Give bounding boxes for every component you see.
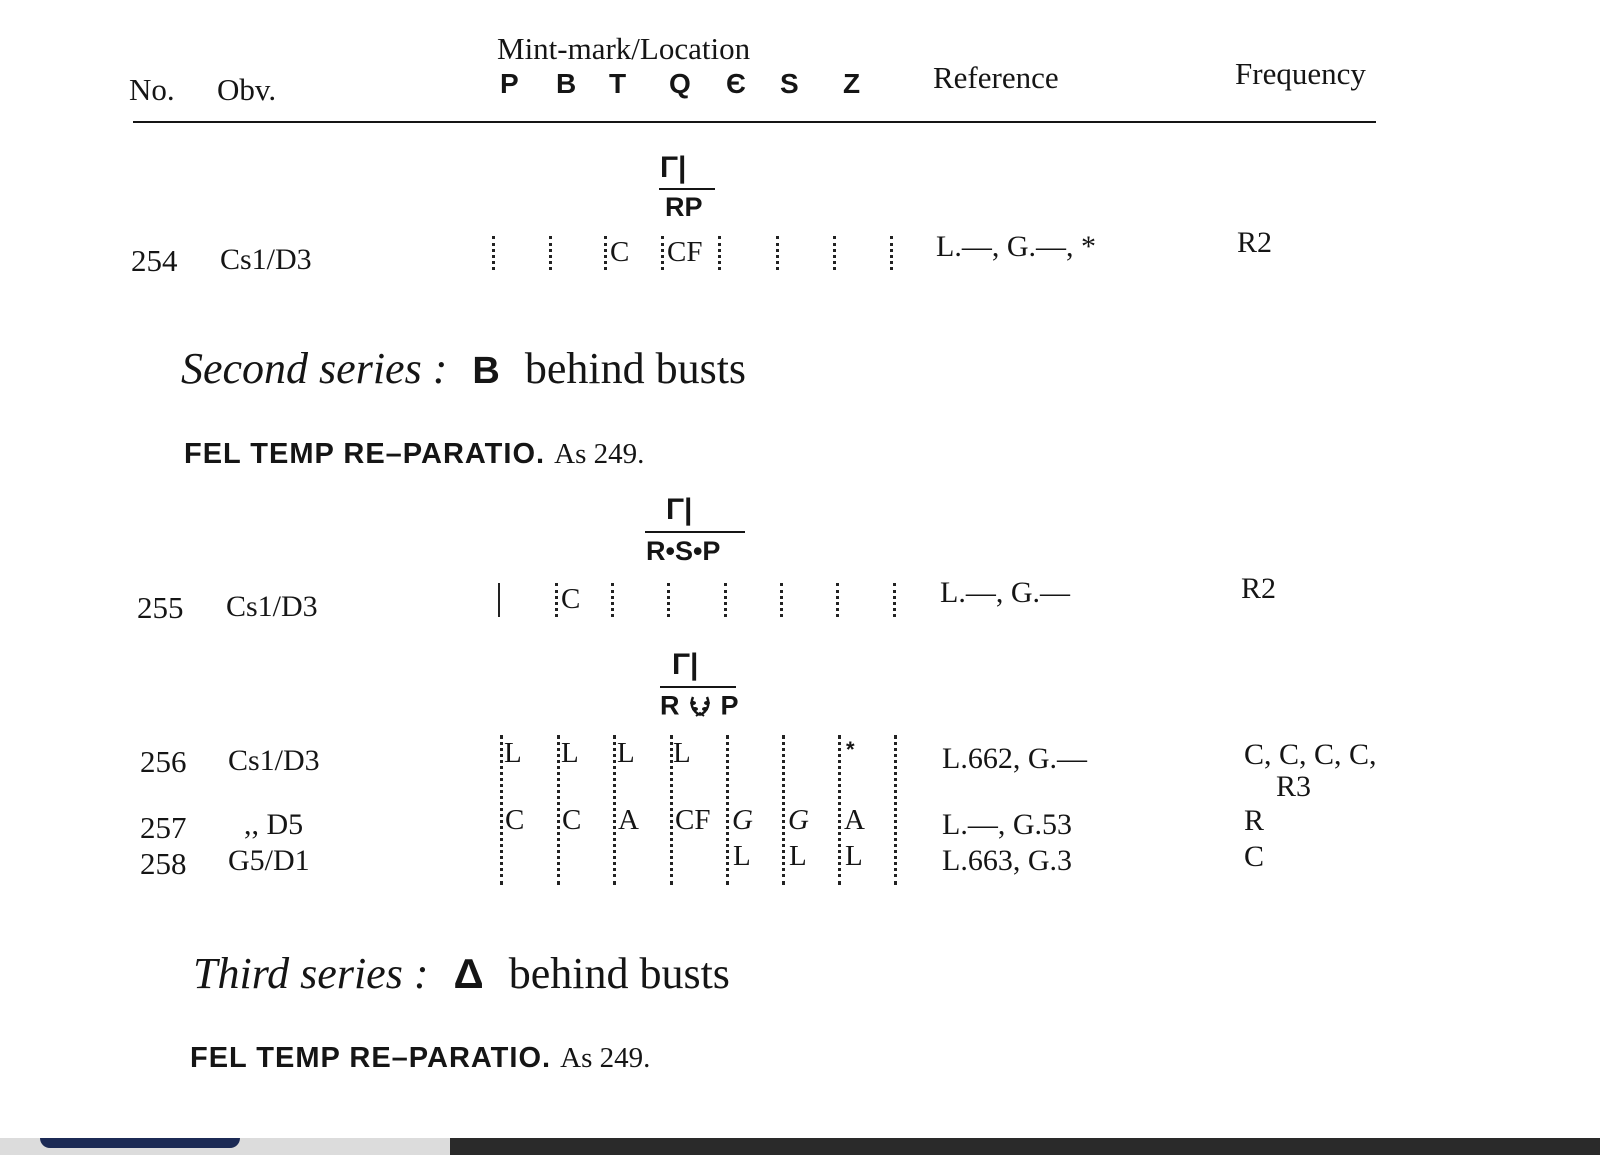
mint-divider (492, 236, 495, 270)
series-heading (181, 344, 747, 393)
mint-letter-s: S (780, 68, 799, 99)
reverse-legend (190, 1044, 650, 1073)
mint-divider (776, 236, 779, 270)
mint-mark-entry: C (562, 804, 582, 836)
column-header-mint-location: Mint-mark/Location (497, 31, 751, 66)
series-text: behind busts (524, 344, 747, 393)
series-heading (193, 949, 730, 998)
mint-divider (500, 735, 503, 885)
catalogue-number: 255 (137, 590, 184, 625)
obverse-type: G5/D1 (228, 844, 310, 877)
mint-letter-e: Є (726, 68, 746, 99)
series-text: behind busts (508, 949, 730, 998)
mint-mark-entry: C (561, 583, 581, 615)
mintmark-fraction-line (645, 531, 745, 533)
mint-mark-entry: A (618, 804, 639, 836)
mint-divider (611, 583, 614, 617)
reference-value: L.663, G.3 (942, 844, 1072, 877)
mint-divider (890, 236, 893, 270)
frequency-value: R2 (1237, 226, 1273, 259)
legend-text: FEL TEMP RE–PARATIO. (184, 438, 546, 470)
mint-mark-entry: CF (675, 804, 711, 836)
mint-mark-entry: L (504, 737, 522, 769)
catalogue-number: 254 (131, 243, 178, 278)
mint-mark-entry: * (846, 737, 855, 762)
mint-divider (894, 735, 897, 885)
mint-letter-z: Z (843, 68, 861, 99)
reverse-legend (184, 440, 644, 469)
frequency-value: C (1244, 840, 1265, 873)
frequency-value: R (1244, 804, 1265, 837)
legend-text: FEL TEMP RE–PARATIO. (190, 1042, 552, 1074)
mintmark-fraction-bottom (660, 692, 739, 723)
wreath-icon (688, 692, 712, 723)
mint-divider (836, 583, 839, 617)
mint-mark-entry: L (673, 737, 691, 769)
mint-mark-entry: G (788, 804, 809, 836)
frequency-value: C, C, C, C, (1244, 738, 1377, 771)
frequency-value-continued: R3 (1276, 770, 1312, 803)
mintmark-fraction-top: Γ| (660, 151, 687, 184)
legend-reference: As 249. (560, 1042, 651, 1074)
mint-mark-entry: C (610, 236, 630, 268)
reference-value: L.—, G.—, * (936, 230, 1096, 263)
mint-letter-t: T (609, 68, 627, 99)
mintmark-fraction-top: Γ| (666, 493, 693, 526)
catalogue-number: 256 (140, 744, 187, 779)
mint-divider (780, 583, 783, 617)
mint-divider (667, 583, 670, 617)
page-edge-shape (40, 1138, 240, 1148)
mint-mark-entry: A (844, 804, 865, 836)
mint-divider (782, 735, 785, 885)
column-header-obverse: Obv. (217, 72, 277, 107)
frequency-value: R2 (1241, 572, 1277, 605)
series-label: Second series : (181, 344, 448, 393)
catalogue-number: 257 (140, 810, 187, 845)
mint-mark-entry: L (617, 737, 635, 769)
mint-divider (549, 236, 552, 270)
reference-value: L.662, G.— (942, 742, 1087, 775)
obverse-type: Cs1/D3 (226, 590, 318, 623)
series-letter: Δ (453, 950, 484, 997)
reference-value: L.—, G.— (940, 576, 1070, 609)
mint-divider (833, 236, 836, 270)
mintmark-r: R (660, 690, 680, 721)
mint-mark-entry: G (732, 804, 753, 836)
mint-divider (893, 583, 896, 617)
mintmark-fraction-bottom: R•S•P (646, 536, 721, 566)
mint-mark-entry: L (733, 840, 751, 872)
mintmark-fraction-line (660, 686, 736, 688)
mint-mark-entry: CF (667, 236, 703, 268)
column-header-no: No. (129, 72, 175, 107)
mint-letter-q: Q (669, 68, 691, 99)
page-bottom-edge (0, 1138, 1600, 1155)
mintmark-fraction-bottom: RP (665, 192, 703, 222)
mint-divider (555, 583, 558, 617)
mint-divider (661, 236, 664, 270)
header-rule (133, 121, 1376, 123)
mint-letter-b: B (556, 68, 577, 99)
mint-divider (670, 735, 673, 885)
column-header-reference: Reference (933, 60, 1059, 95)
column-header-frequency: Frequency (1235, 56, 1366, 91)
obverse-type: Cs1/D3 (228, 744, 320, 777)
mint-divider (726, 735, 729, 885)
mint-mark-entry: L (561, 737, 579, 769)
catalogue-number: 258 (140, 846, 187, 881)
mint-divider (498, 583, 500, 617)
mint-divider (557, 735, 560, 885)
mint-divider (613, 735, 616, 885)
legend-reference: As 249. (554, 438, 645, 470)
mint-mark-entry: C (505, 804, 525, 836)
obverse-type: ,, D5 (244, 808, 304, 841)
mint-divider (604, 236, 607, 270)
mint-letter-p: P (500, 68, 519, 99)
mint-divider (718, 236, 721, 270)
mintmark-fraction-top: Γ| (672, 648, 699, 681)
series-letter: B (472, 350, 500, 392)
mintmark-fraction-line (659, 188, 715, 190)
mint-mark-entry: L (789, 840, 807, 872)
mint-divider (838, 735, 841, 885)
mintmark-p: P (720, 690, 739, 721)
series-label: Third series : (193, 949, 429, 998)
obverse-type: Cs1/D3 (220, 243, 312, 276)
reference-value: L.—, G.53 (942, 808, 1072, 841)
mint-mark-entry: L (845, 840, 863, 872)
mint-divider (724, 583, 727, 617)
